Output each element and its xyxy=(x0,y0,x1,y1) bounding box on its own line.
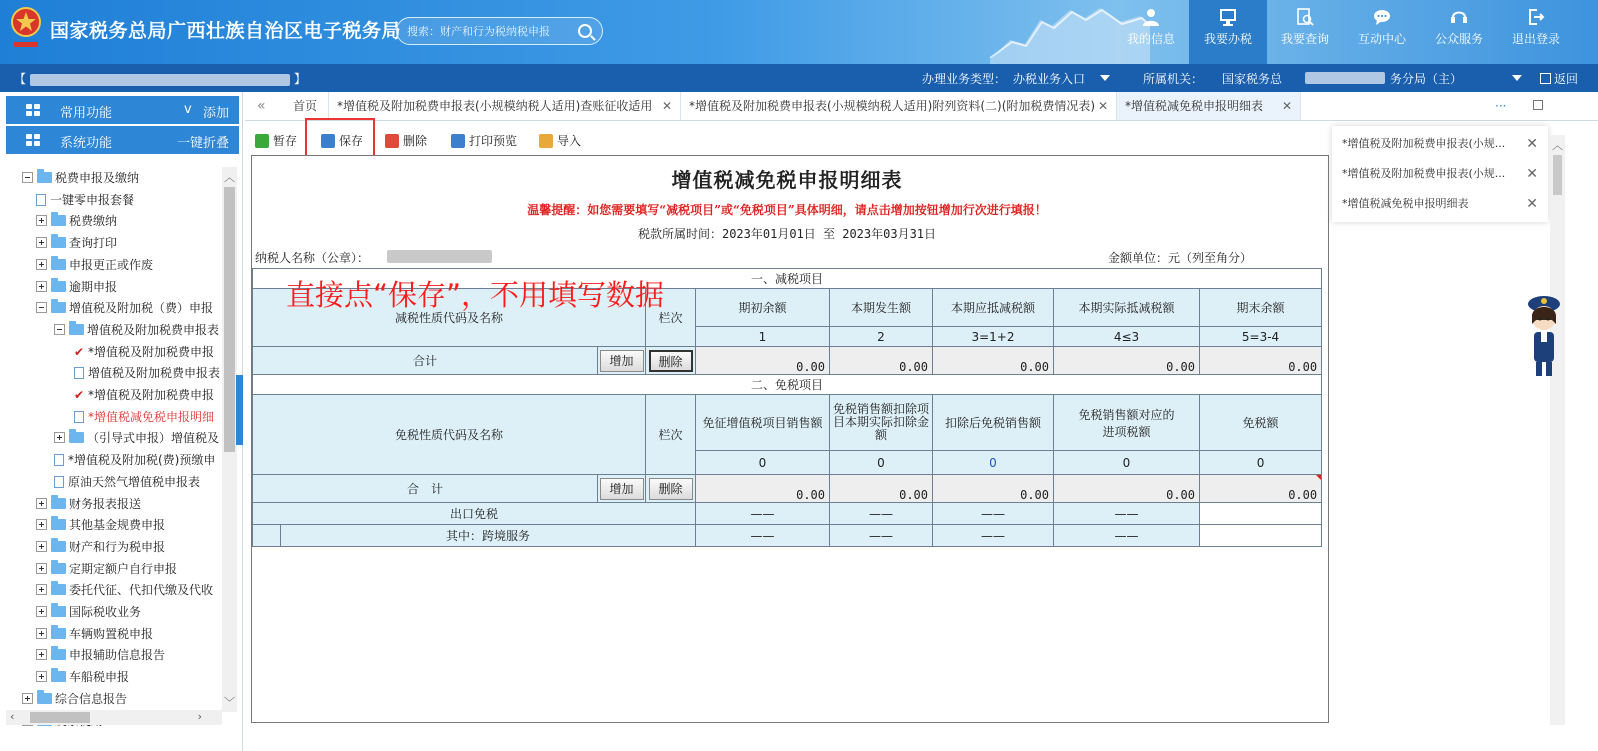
expand-icon[interactable] xyxy=(36,628,47,639)
folder-icon xyxy=(37,172,52,183)
tree-item-label: 车船税申报 xyxy=(69,670,130,685)
site-title: 国家税务总局广西壮族自治区电子税务局 xyxy=(50,20,402,42)
export-exempt-value: —— xyxy=(1054,503,1200,525)
col-number: 0 xyxy=(696,451,830,475)
exemption-total-row xyxy=(253,475,1322,503)
tree-item-label: 税费缴纳 xyxy=(69,214,118,229)
back-icon xyxy=(1540,73,1551,84)
tree-item[interactable] xyxy=(36,256,153,276)
export-exempt-label: 出口免税 xyxy=(253,503,696,525)
tree-item-label: 增值税及附加税费申报表 xyxy=(88,366,221,381)
tab-vat-attachment[interactable] xyxy=(681,92,1117,120)
org-select[interactable]: 国家税务总 xyxy=(1222,72,1283,86)
tab-bar xyxy=(245,92,1598,121)
close-icon[interactable]: ✕ xyxy=(661,99,672,113)
col-number: 0 xyxy=(1200,451,1322,475)
col-number: 1 xyxy=(696,327,830,347)
export-exempt-input[interactable] xyxy=(1200,503,1322,525)
document-icon xyxy=(54,454,64,466)
exemption-total-label: 合 计 xyxy=(253,475,598,503)
close-icon[interactable]: ✕ xyxy=(1526,166,1538,182)
cross-border-value: —— xyxy=(933,525,1054,547)
folder-icon xyxy=(51,281,66,292)
nav-tax-handling[interactable] xyxy=(1189,0,1267,64)
tab-prev-icon[interactable]: « xyxy=(257,98,266,114)
tree-item-label: *增值税减免税申报明细 xyxy=(88,409,215,424)
tree-item-label: 综合信息报告 xyxy=(55,691,128,706)
document-icon xyxy=(36,194,46,206)
logout-icon xyxy=(1527,8,1545,26)
col-number: 2 xyxy=(830,327,933,347)
open-forms-panel xyxy=(1332,126,1548,222)
reduction-total-value: 0.00 xyxy=(830,347,933,375)
sidebar-horizontal-scrollbar[interactable] xyxy=(6,710,222,725)
nav-label: 我的信息 xyxy=(1126,32,1175,46)
tree-item-label: 财务报表报送 xyxy=(69,496,142,511)
tax-bureau-logo-icon xyxy=(8,6,44,52)
folder-icon xyxy=(69,324,84,335)
tree-item-label: 国际税收业务 xyxy=(69,605,142,619)
reduction-add-button[interactable]: 增加 xyxy=(600,350,644,372)
org-select-suffix[interactable]: 务分局（主） xyxy=(1390,72,1463,86)
nav-public-service[interactable] xyxy=(1420,0,1498,64)
open-form-label: *增值税及附加税费申报表(小规... xyxy=(1342,137,1506,150)
tree-item-label: 申报辅助信息报告 xyxy=(69,648,166,663)
exemption-code-header: 免税性质代码及名称 xyxy=(253,395,646,475)
exemption-line-header: 栏次 xyxy=(646,395,696,475)
annotation-note: 直接点“保存”，不用填写数据 xyxy=(286,278,665,312)
reduction-total-value: 0.00 xyxy=(1054,347,1200,375)
col-number: 5=3-4 xyxy=(1200,327,1322,347)
export-exempt-value: —— xyxy=(830,503,933,525)
reduction-delete-cell xyxy=(646,347,696,375)
tree-item[interactable] xyxy=(36,299,213,319)
sub-header-bar xyxy=(0,64,1598,92)
taxpayer-info xyxy=(14,70,306,87)
exemption-section-row xyxy=(253,375,1322,395)
checkmark-icon: ✔ xyxy=(74,388,85,402)
scroll-left-icon[interactable]: ‹ xyxy=(10,710,15,723)
expand-icon[interactable] xyxy=(36,215,47,226)
scroll-up-icon[interactable]: ︿ xyxy=(224,171,235,184)
nav-logout[interactable] xyxy=(1497,0,1575,64)
reduction-total-value: 0.00 xyxy=(933,347,1054,375)
exemption-total-value: 0.00 xyxy=(933,475,1054,503)
nav-interaction[interactable] xyxy=(1343,0,1421,64)
tree-item-label: *增值税及附加税费申报 xyxy=(88,344,215,359)
reduction-total-value: 0.00 xyxy=(696,347,830,375)
save-label: 保存 xyxy=(339,134,364,148)
cross-border-row xyxy=(253,525,1322,547)
chevron-down-icon[interactable] xyxy=(1512,75,1522,81)
open-form-item[interactable] xyxy=(1342,159,1542,189)
expand-icon[interactable] xyxy=(54,432,65,443)
expand-icon[interactable] xyxy=(36,519,47,530)
folder-icon xyxy=(51,498,66,509)
tab-label: 首页 xyxy=(293,99,318,113)
open-form-label: *增值税及附加税费申报表(小规... xyxy=(1342,167,1506,180)
delete-button[interactable] xyxy=(385,130,427,152)
chevron-down-icon[interactable]: v xyxy=(184,102,192,117)
close-icon[interactable]: ✕ xyxy=(1281,99,1292,113)
checkmark-icon: ✔ xyxy=(74,344,85,359)
chevron-down-icon[interactable] xyxy=(1100,75,1110,81)
tree-item-label: 增值税及附加税费申报表 xyxy=(87,322,220,337)
reduction-total-value: 0.00 xyxy=(1200,347,1322,375)
col-number: 0 xyxy=(933,451,1054,475)
close-icon[interactable]: ✕ xyxy=(1526,136,1538,152)
document-icon xyxy=(54,476,64,488)
tree-item[interactable] xyxy=(36,278,117,298)
tree-item[interactable] xyxy=(36,495,141,515)
tree-item[interactable] xyxy=(54,429,219,449)
folder-icon xyxy=(51,215,66,226)
nav-label: 公众服务 xyxy=(1434,32,1483,46)
tab-label: *增值税及附加税费申报表(小规模纳税人适用)查账征收适用 xyxy=(337,99,653,113)
scroll-right-icon[interactable]: › xyxy=(197,710,202,723)
print-preview-label: 打印预览 xyxy=(469,134,518,148)
reduction-code-header: 减税性质代码及名称 xyxy=(253,289,646,347)
exemption-delete-button[interactable]: 删除 xyxy=(649,478,693,500)
bracket-open: 【 xyxy=(14,72,27,86)
biz-type-select[interactable]: 办税业务入口 xyxy=(1013,72,1086,86)
temp-save-button[interactable] xyxy=(255,130,297,152)
grid-icon xyxy=(26,134,40,146)
tree-item[interactable] xyxy=(36,646,165,666)
cross-border-value: —— xyxy=(696,525,830,547)
exemption-delete-cell xyxy=(646,475,696,503)
nav-label: 互动中心 xyxy=(1357,32,1406,46)
scroll-up-icon[interactable]: ︿ xyxy=(1552,139,1563,152)
service-icon xyxy=(1450,8,1468,26)
tree-item-label: 一键零申报套餐 xyxy=(50,192,135,207)
tree-item[interactable] xyxy=(22,690,127,710)
function-tree xyxy=(6,167,222,712)
monitor-icon xyxy=(1219,8,1237,26)
folder-icon xyxy=(51,519,66,530)
folder-icon xyxy=(51,541,66,552)
common-functions-header[interactable] xyxy=(6,96,239,124)
cross-border-spacer xyxy=(253,525,281,547)
reduction-delete-button[interactable]: 删除 xyxy=(649,350,693,372)
tree-item[interactable] xyxy=(54,451,215,471)
delete-label: 删除 xyxy=(403,134,428,148)
col-header: 扣除后免税销售额 xyxy=(933,395,1054,451)
expand-icon[interactable] xyxy=(36,649,47,660)
folder-icon xyxy=(69,432,84,443)
grid-icon xyxy=(26,104,40,116)
folder-icon xyxy=(51,649,66,660)
expand-icon[interactable] xyxy=(36,541,47,552)
col-header: 本期发生额 xyxy=(830,289,933,327)
col-header: 免税额 xyxy=(1200,395,1322,451)
check-icon xyxy=(255,134,269,148)
exemption-total-value: 0.00 xyxy=(1200,475,1322,503)
reduction-line-header: 栏次 xyxy=(646,289,696,347)
tab-home[interactable] xyxy=(285,92,329,120)
tree-item[interactable] xyxy=(22,169,139,189)
tree-item-label: 其他基金规费申报 xyxy=(69,518,166,533)
folder-icon xyxy=(51,259,66,270)
folder-icon xyxy=(51,628,66,639)
import-button[interactable] xyxy=(539,130,581,152)
tree-item[interactable] xyxy=(54,321,219,341)
printer-icon xyxy=(451,134,465,148)
tree-item-label: *增值税及附加税费申报 xyxy=(88,388,215,402)
tree-item-label: *增值税及附加税(费)预缴申 xyxy=(68,453,216,468)
tree-item-label: 财产和行为税申报 xyxy=(69,539,166,554)
scrollbar-thumb[interactable] xyxy=(224,187,235,452)
folder-icon xyxy=(37,693,52,704)
folder-icon xyxy=(51,606,66,617)
tree-item[interactable] xyxy=(36,538,165,558)
biz-type-label: 办理业务类型： xyxy=(922,72,1007,86)
col-header: 免税销售额对应的进项税额 xyxy=(1054,395,1200,451)
system-functions-header[interactable] xyxy=(6,126,239,154)
tree-item[interactable] xyxy=(74,386,214,406)
redacted-taxpayer xyxy=(30,74,290,86)
folder-icon xyxy=(51,584,66,595)
form-tip: 温馨提醒：如您需要填写“减税项目”或“免税项目”具体明细，请点击增加按钮增加行次进行填报！ xyxy=(527,203,1047,217)
tree-item-label: 税费申报及缴纳 xyxy=(55,171,140,185)
tree-item[interactable] xyxy=(74,343,214,363)
redacted-taxpayer-name xyxy=(387,250,492,263)
import-icon xyxy=(539,134,553,148)
tree-item[interactable] xyxy=(36,516,165,536)
expand-icon[interactable] xyxy=(36,281,47,292)
expand-icon[interactable] xyxy=(36,606,47,617)
tree-item-label: 增值税及附加税（费）申报 xyxy=(69,301,214,316)
exemption-add-cell xyxy=(598,475,646,503)
col-number: 3=1+2 xyxy=(933,327,1054,347)
collapse-icon[interactable] xyxy=(54,324,65,335)
collapse-icon[interactable] xyxy=(36,302,47,313)
tab-label: *增值税及附加税费申报表(小规模纳税人适用)附列资料(二)(附加税费情况表) xyxy=(689,99,1096,113)
tree-item[interactable] xyxy=(36,625,153,645)
form-title: 增值税减免税申报明细表 xyxy=(671,168,903,192)
close-icon[interactable]: ✕ xyxy=(1097,99,1108,113)
add-button[interactable]: 添加 xyxy=(202,106,229,121)
collapse-icon[interactable] xyxy=(22,172,33,183)
tree-item-label: 车辆购置税申报 xyxy=(69,626,154,641)
scroll-down-icon[interactable]: ﹀ xyxy=(224,696,235,709)
expand-icon[interactable] xyxy=(36,671,47,682)
reduction-total-row xyxy=(253,347,1322,375)
folder-icon xyxy=(51,563,66,574)
search-doc-icon xyxy=(1296,8,1314,26)
tree-item-label: （引导式申报）增值税及 xyxy=(87,431,220,446)
search-icon[interactable] xyxy=(578,24,592,38)
cross-border-value: —— xyxy=(1054,525,1200,547)
tree-item[interactable] xyxy=(36,603,141,623)
common-functions-label: 常用功能 xyxy=(60,106,113,121)
exemption-section-title: 二、免税项目 xyxy=(253,375,1322,395)
expand-icon[interactable] xyxy=(36,563,47,574)
document-icon xyxy=(74,411,84,423)
tree-item-label: 原油天然气增值税申报表 xyxy=(68,474,201,489)
tree-item-label: 查询打印 xyxy=(69,236,118,251)
page-vertical-scrollbar[interactable] xyxy=(1550,135,1565,725)
user-icon xyxy=(1142,8,1160,26)
tab-label: *增值税减免税申报明细表 xyxy=(1125,99,1264,113)
col-number: 0 xyxy=(1054,451,1200,475)
import-label: 导入 xyxy=(557,134,582,148)
collapse-all-button[interactable]: 一键折叠 xyxy=(176,136,229,151)
nav-label: 我要办税 xyxy=(1203,32,1252,46)
bracket-close: 】 xyxy=(294,72,307,86)
maximize-icon[interactable] xyxy=(1533,100,1543,110)
tree-item[interactable] xyxy=(74,364,220,384)
tab-vat-reduction-detail[interactable] xyxy=(1117,92,1301,120)
sidebar-collapse-handle[interactable] xyxy=(236,375,243,445)
open-form-item[interactable] xyxy=(1342,129,1542,159)
nav-my-info[interactable] xyxy=(1112,0,1190,64)
tree-item[interactable] xyxy=(36,212,117,232)
amount-unit-label: 金额单位：元（列至角分） xyxy=(1108,251,1253,265)
tree-item[interactable] xyxy=(54,473,200,493)
taxpayer-label: 纳税人名称（公章）： xyxy=(255,251,370,265)
expand-icon[interactable] xyxy=(36,259,47,270)
folder-icon xyxy=(51,671,66,682)
back-button[interactable] xyxy=(1540,70,1578,87)
expand-icon[interactable] xyxy=(36,237,47,248)
more-icon[interactable]: ··· xyxy=(1495,99,1507,113)
folder-icon xyxy=(51,237,66,248)
col-number: 0 xyxy=(830,451,933,475)
document-icon xyxy=(74,367,84,379)
open-form-label: *增值税减免税申报明细表 xyxy=(1342,197,1469,210)
search-input[interactable] xyxy=(407,21,567,41)
reduction-add-cell xyxy=(598,347,646,375)
tree-item[interactable] xyxy=(36,581,213,601)
cross-border-value: —— xyxy=(830,525,933,547)
nav-label: 我要查询 xyxy=(1280,32,1329,46)
tree-item[interactable] xyxy=(36,234,117,254)
export-exempt-value: —— xyxy=(933,503,1054,525)
cross-border-label: 其中：跨境服务 xyxy=(281,525,696,547)
redacted-org xyxy=(1305,72,1385,84)
expand-icon[interactable] xyxy=(22,693,33,704)
export-exempt-value: —— xyxy=(696,503,830,525)
exemption-total-value: 0.00 xyxy=(1054,475,1200,503)
col-header: 免税销售额扣除项目本期实际扣除金额 xyxy=(830,395,933,451)
back-label: 返回 xyxy=(1554,72,1579,86)
org-label: 所属机关： xyxy=(1143,72,1204,86)
col-header: 本期应抵减税额 xyxy=(933,289,1054,327)
sidebar xyxy=(0,92,243,751)
tree-item[interactable] xyxy=(36,668,129,688)
tree-item-label: 申报更正或作废 xyxy=(69,257,154,272)
expand-icon[interactable] xyxy=(36,498,47,509)
tax-period: 税款所属时间：2023年01月01日 至 2023年03月31日 xyxy=(637,227,937,241)
tree-item-label: 定期定额户自行申报 xyxy=(69,561,178,576)
tree-item[interactable] xyxy=(74,408,214,428)
open-form-item[interactable] xyxy=(1342,189,1542,219)
export-exempt-row xyxy=(253,503,1322,525)
col-number: 4≤3 xyxy=(1054,327,1200,347)
temp-save-label: 暂存 xyxy=(273,134,298,148)
assistant-avatar-icon[interactable] xyxy=(1524,290,1564,380)
search-box[interactable] xyxy=(396,17,603,45)
site-header xyxy=(0,0,1598,64)
tree-item[interactable] xyxy=(36,560,177,580)
cross-border-input[interactable] xyxy=(1200,525,1322,547)
col-header: 期末余额 xyxy=(1200,289,1322,327)
tab-vat-return[interactable] xyxy=(329,92,681,120)
col-header: 期初余额 xyxy=(696,289,830,327)
tree-item-label: 委托代征、代扣代缴及代收 xyxy=(69,583,214,598)
exemption-header-row xyxy=(253,395,1322,451)
exemption-total-value: 0.00 xyxy=(696,475,830,503)
close-icon[interactable]: ✕ xyxy=(1526,196,1538,212)
tree-item[interactable] xyxy=(36,191,134,211)
exemption-total-value: 0.00 xyxy=(830,475,933,503)
scrollbar-thumb[interactable] xyxy=(30,712,90,723)
nav-query[interactable] xyxy=(1266,0,1344,64)
scrollbar-thumb[interactable] xyxy=(1553,155,1562,195)
reduction-total-label: 合计 xyxy=(253,347,598,375)
expand-icon[interactable] xyxy=(36,584,47,595)
col-header: 本期实际抵减税额 xyxy=(1054,289,1200,327)
system-functions-label: 系统功能 xyxy=(60,136,113,151)
chat-icon xyxy=(1373,8,1391,26)
print-preview-button[interactable] xyxy=(451,130,517,152)
nav-label: 退出登录 xyxy=(1511,32,1560,46)
reduction-section-title: 一、减税项目 xyxy=(253,269,1322,289)
col-header: 免征增值税项目销售额 xyxy=(696,395,830,451)
sidebar-vertical-scrollbar[interactable] xyxy=(222,167,237,712)
folder-icon xyxy=(51,302,66,313)
form-area xyxy=(251,155,1329,723)
exemption-add-button[interactable]: 增加 xyxy=(600,478,644,500)
tree-item-label: 逾期申报 xyxy=(69,279,118,294)
delete-icon xyxy=(385,134,399,148)
